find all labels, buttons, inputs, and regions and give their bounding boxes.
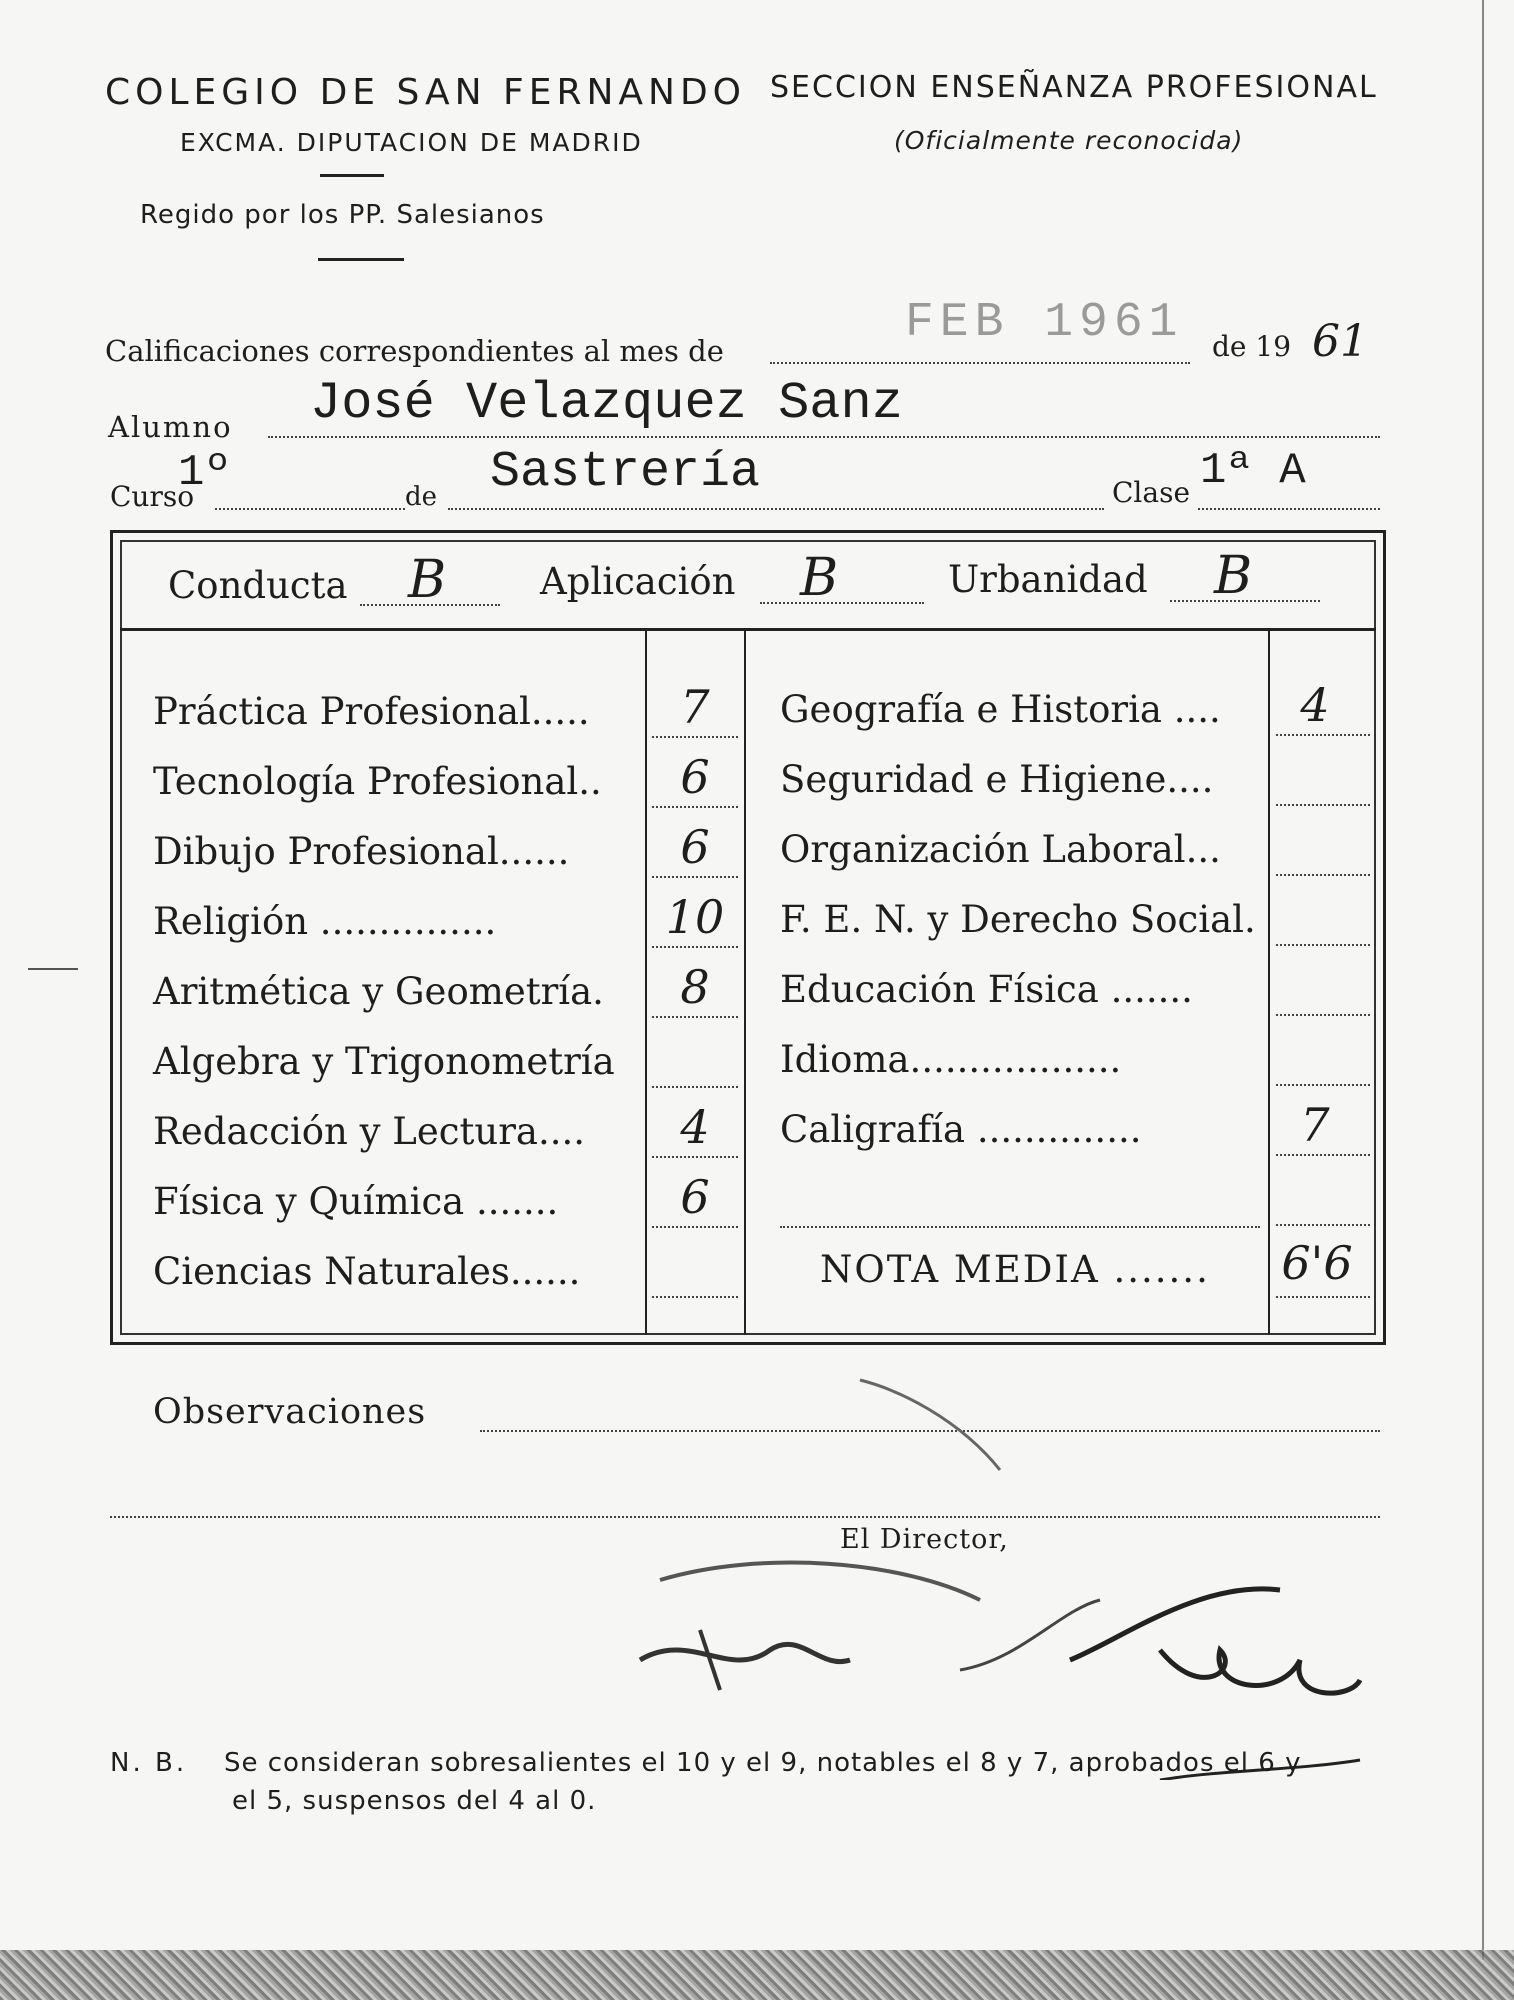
dotted-line	[652, 1296, 738, 1298]
dotted-line	[1276, 944, 1370, 946]
dotted-line	[1276, 1224, 1370, 1226]
observations-label: Observaciones	[153, 1392, 427, 1432]
subject-name: Tecnología Profesional..	[153, 760, 602, 803]
column-divider	[744, 630, 746, 1335]
dotted-line	[770, 362, 1190, 364]
average-label: NOTA MEDIA .......	[820, 1248, 1210, 1291]
dotted-line	[780, 1226, 1260, 1228]
subject-name: Caligrafía ..............	[780, 1108, 1142, 1151]
dotted-line	[652, 946, 738, 948]
section-name: SECCION ENSEÑANZA PROFESIONAL	[770, 70, 1378, 105]
margin-mark	[28, 968, 78, 970]
subject-name: Religión ...............	[153, 900, 497, 943]
de-label: de	[405, 482, 438, 512]
subject-name: Seguridad e Higiene....	[780, 758, 1214, 801]
column-divider	[645, 630, 647, 1335]
grade-value: 4	[1300, 678, 1330, 732]
course-value: 1º	[178, 448, 231, 498]
ruled-by: Regido por los PP. Salesianos	[140, 200, 545, 230]
year-value: 61	[1312, 316, 1368, 367]
dotted-line	[268, 436, 1380, 438]
conduct-grade: B	[408, 550, 447, 610]
column-divider	[1268, 630, 1270, 1335]
class-value: 1ª A	[1200, 446, 1306, 496]
dotted-line	[1276, 874, 1370, 876]
dotted-line	[652, 806, 738, 808]
scan-edge-band	[0, 1950, 1514, 2000]
dotted-line	[1276, 1154, 1370, 1156]
grade-value: 7	[1300, 1098, 1330, 1152]
school-name: COLEGIO DE SAN FERNANDO	[105, 72, 747, 113]
date-stamp: FEB 1961	[905, 296, 1184, 350]
dotted-line	[1276, 734, 1370, 736]
subject-name: Dibujo Profesional......	[153, 830, 570, 873]
page-edge	[1482, 0, 1484, 1960]
subject-name: Organización Laboral...	[780, 828, 1221, 871]
trade-name: Sastrería	[490, 444, 761, 501]
subject-name: Geografía e Historia ....	[780, 688, 1221, 731]
dotted-line	[1276, 1014, 1370, 1016]
dotted-line	[760, 602, 924, 604]
application-label: Aplicación	[540, 560, 736, 603]
dotted-line	[652, 1086, 738, 1088]
application-grade: B	[800, 548, 839, 608]
subject-name: Aritmética y Geometría.	[153, 970, 604, 1013]
class-label: Clase	[1112, 476, 1191, 509]
dotted-line	[1276, 804, 1370, 806]
dotted-line	[652, 1156, 738, 1158]
conduct-divider	[120, 628, 1376, 631]
dotted-line	[215, 508, 405, 510]
director-signature	[600, 1360, 1400, 1780]
authority-name: EXCMA. DIPUTACION DE MADRID	[180, 128, 643, 157]
dotted-line	[652, 736, 738, 738]
grade-value: 10	[665, 890, 725, 944]
student-label: Alumno	[108, 410, 233, 444]
dotted-line	[1276, 1296, 1370, 1298]
recognition-note: (Oficialmente reconocida)	[894, 126, 1244, 155]
subject-name: Ciencias Naturales......	[153, 1250, 581, 1293]
divider	[318, 258, 404, 261]
grade-value: 6	[680, 1170, 710, 1224]
nb-text-line1: Se consideran sobresalientes el 10 y el 9, notables el 8 y 7, aprobados el 6 y	[224, 1748, 1302, 1778]
courtesy-grade: B	[1214, 546, 1253, 606]
student-name: José Velazquez Sanz	[310, 374, 903, 433]
subject-name: Práctica Profesional.....	[153, 690, 590, 733]
grade-value: 6	[680, 750, 710, 804]
year-label: de 19	[1212, 330, 1292, 363]
dotted-line	[652, 876, 738, 878]
courtesy-label: Urbanidad	[948, 558, 1148, 601]
subject-name: Educación Física .......	[780, 968, 1193, 1011]
grade-value: 4	[680, 1100, 710, 1154]
dotted-line	[652, 1226, 738, 1228]
subject-name: Algebra y Trigonometría	[153, 1040, 615, 1083]
nb-text-line2: el 5, suspensos del 4 al 0.	[232, 1786, 597, 1816]
subject-name: Redacción y Lectura....	[153, 1110, 585, 1153]
dotted-line	[652, 1016, 738, 1018]
subject-name: F. E. N. y Derecho Social.	[780, 898, 1256, 941]
subject-name: Física y Química .......	[153, 1180, 559, 1223]
subject-name: Idioma..................	[780, 1038, 1122, 1081]
director-label: El Director,	[840, 1524, 1009, 1555]
grade-value: 6	[680, 820, 710, 874]
average-value: 6'6	[1281, 1236, 1353, 1290]
nb-label: N. B.	[110, 1748, 188, 1778]
period-label: Calificaciones correspondientes al mes de	[105, 334, 724, 368]
dotted-line	[1198, 508, 1380, 510]
course-label: Curso	[110, 480, 195, 513]
dotted-line	[1276, 1084, 1370, 1086]
grade-value: 7	[680, 680, 710, 734]
conduct-label: Conducta	[168, 564, 348, 607]
divider	[320, 174, 384, 177]
dotted-line	[448, 508, 1104, 510]
grade-value: 8	[680, 960, 710, 1014]
